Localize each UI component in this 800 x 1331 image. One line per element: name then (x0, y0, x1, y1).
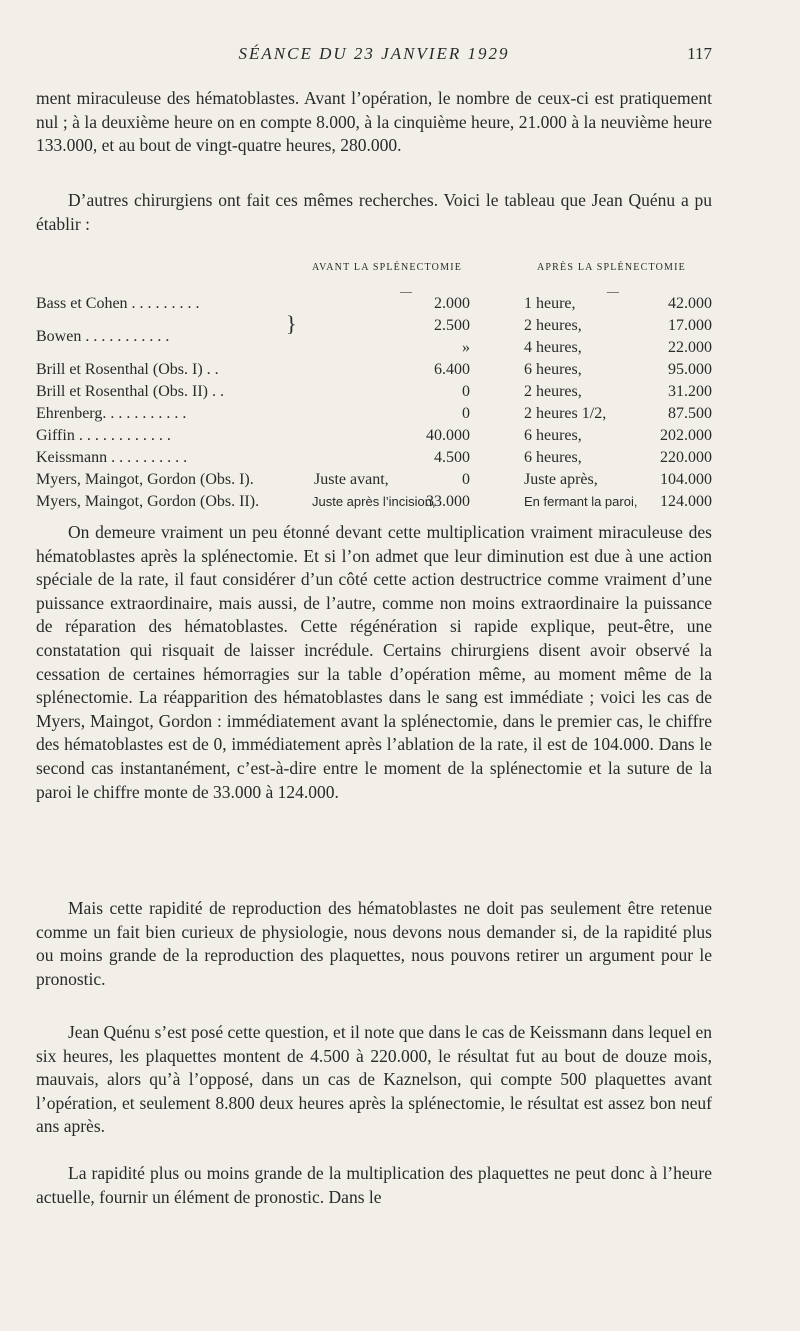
paragraph (36, 189, 712, 236)
row-after-time: 6 heures, (524, 449, 582, 466)
row-after-time: 2 heures, (524, 383, 582, 400)
paragraph (36, 521, 712, 804)
row-after-time: 2 heures, (524, 317, 582, 334)
paragraph-text: ment miraculeuse des hématoblastes. Avant l’opération, le nombre de ceux-ci est pratiquement nul ; à la deuxième heure on en compte 8.000, à la cinquième heure, 21.000 à la neuvième heure 133.000, et au bout de vingt-quatre heures, 280.000. (36, 88, 712, 156)
paragraph (36, 1021, 712, 1139)
row-name: Brill et Rosenthal (Obs. I) . . (36, 361, 219, 378)
table-row (36, 447, 712, 469)
row-name: Bowen . . . . . . . . . . . (36, 328, 170, 345)
row-name: Giffin . . . . . . . . . . . . (36, 427, 171, 444)
table-row (36, 359, 712, 381)
row-after-time: 1 heure, (524, 295, 576, 312)
row-after-time: 6 heures, (524, 427, 582, 444)
row-before: 33.000 (426, 493, 470, 510)
table-row (36, 425, 712, 447)
col-dash-after: — (607, 284, 619, 298)
table-row (36, 311, 712, 345)
col-header-before: AVANT LA SPLÉNECTOMIE (312, 262, 463, 273)
row-before-note: Juste avant, (314, 471, 389, 488)
row-name: Myers, Maingot, Gordon (Obs. II). (36, 493, 260, 510)
row-before: 2.000 (434, 295, 470, 312)
row-after-value: 202.000 (660, 427, 712, 444)
row-name: Ehrenberg. . . . . . . . . . . (36, 405, 187, 422)
row-after-value: 31.200 (668, 383, 712, 400)
row-before: 0 (462, 405, 470, 422)
row-before: 40.000 (426, 427, 470, 444)
paragraph-text: Jean Quénu s’est posé cette question, et il note que dans le cas de Keissmann dans lequel en six heures, les plaquettes montent de 4.500 à 220.000, le résultat fut au bout de douze mois, mauvais, alors qu’à l’opposé, dans un cas de Kaznelson, qui compte 500 plaquettes avant l’opération, et seulement 8.800 deux heures après la splénectomie, le résultat est assez bon neuf ans après. (36, 1022, 712, 1137)
paragraph (36, 897, 712, 991)
row-after-value: 124.000 (660, 493, 712, 510)
table-row (36, 293, 712, 315)
brace-icon: } (286, 311, 297, 336)
paragraph-text: D’autres chirurgiens ont fait ces mêmes recherches. Voici le tableau que Jean Quénu a pu établir : (36, 190, 712, 234)
row-after-value: 42.000 (668, 295, 712, 312)
col-header-after: APRÈS LA SPLÉNECTOMIE (537, 262, 686, 273)
table-row (36, 403, 712, 425)
row-after-value: 95.000 (668, 361, 712, 378)
row-name: Keissmann . . . . . . . . . . (36, 449, 188, 466)
row-after-time: 2 heures 1/2, (524, 405, 607, 422)
table-row (36, 381, 712, 403)
row-before: » (462, 339, 470, 356)
paragraph-text: On demeure vraiment un peu étonné devant cette multiplication vraiment miraculeuse des hématoblastes après la splénectomie. Et si l’on admet que leur diminution est due à une action spéciale de la rate, il faut considérer d’un côté cette action destructrice comme vraiment d’une puissance extraordinaire, mais aussi, de l’autre, comme non moins extraordinaire la puissance de réparation des hématoblastes. Cette régénération si rapide explique, peut-être, une constatation qui risquait de laisser incrédule. Certains chirurgiens disent avoir observé la cessation de certaines hémorragies sur la table d’opération même, au moment même de la splénectomie. La réapparition des hématoblastes dans le sang est immédiate ; voici les cas de Myers, Maingot, Gordon : immédiatement avant la splénectomie, dans le premier cas, le chiffre des hématoblastes est de 0, immédiatement après l’ablation de la rate, il est de 104.000. Dans le second cas instantanément, c’est-à-dire entre le moment de la splénectomie et la suture de la paroi le chiffre monte de 33.000 à 124.000. (36, 522, 712, 802)
row-before: 0 (462, 471, 470, 488)
table-row (36, 491, 712, 513)
row-after-value: 87.500 (668, 405, 712, 422)
header-title: SÉANCE DU 23 JANVIER 1929 (238, 44, 510, 63)
row-before: 0 (462, 383, 470, 400)
table-row (36, 337, 712, 359)
page-number: 117 (687, 44, 712, 63)
paragraph (36, 1162, 712, 1209)
row-after-value: 104.000 (660, 471, 712, 488)
row-before: 4.500 (434, 449, 470, 466)
row-after-time: En fermant la paroi, (524, 494, 638, 509)
row-before: 6.400 (434, 361, 470, 378)
row-after-value: 220.000 (660, 449, 712, 466)
row-after-value: 22.000 (668, 339, 712, 356)
row-after-time: Juste après, (524, 471, 598, 488)
paragraph (36, 87, 712, 158)
col-dash-before: — (400, 284, 412, 298)
row-before-note: Juste après l’incision, (312, 494, 436, 509)
table-row (36, 469, 712, 491)
row-name: Myers, Maingot, Gordon (Obs. I). (36, 471, 254, 488)
row-name: Brill et Rosenthal (Obs. II) . . (36, 383, 224, 400)
row-before: 2.500 (434, 317, 470, 334)
row-after-time: 4 heures, (524, 339, 582, 356)
running-header (36, 44, 712, 70)
paragraph-text: La rapidité plus ou moins grande de la multiplication des plaquettes ne peut donc à l’heure actuelle, fournir un élément de pronostic. Dans le (36, 1163, 712, 1207)
row-after-time: 6 heures, (524, 361, 582, 378)
row-after-value: 17.000 (668, 317, 712, 334)
row-name: Bass et Cohen . . . . . . . . . (36, 295, 200, 312)
paragraph-text: Mais cette rapidité de reproduction des hématoblastes ne doit pas seulement être retenue comme un fait bien curieux de physiologie, nous devons nous demander si, de la rapidité plus ou moins grande de la reproduction des plaquettes, nous pouvons retirer un argument pour le pronostic. (36, 898, 712, 989)
